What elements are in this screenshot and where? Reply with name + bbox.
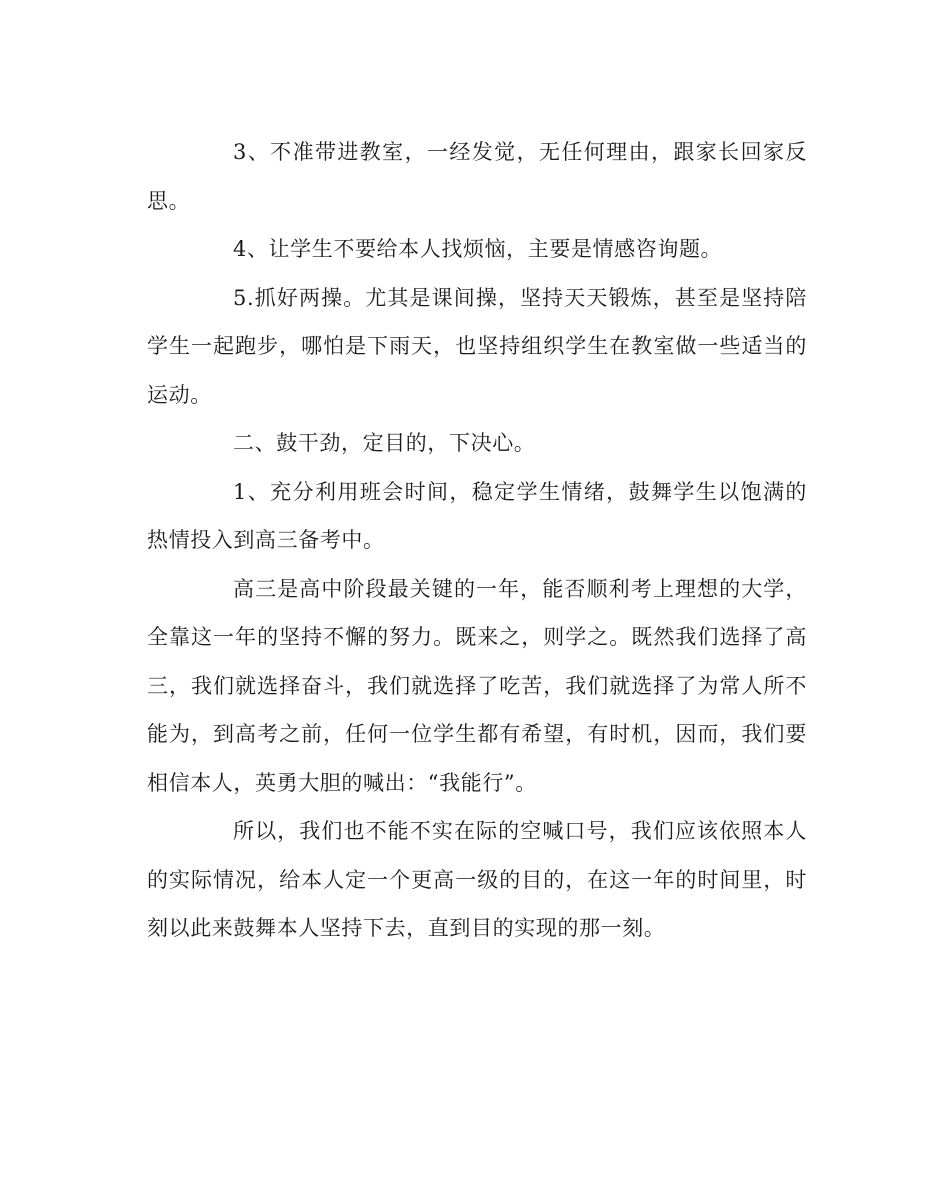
paragraph-rule-4: 4、让学生不要给本人找烦恼，主要是情感咨询题。 — [233, 237, 723, 261]
paragraph-goals: 所以，我们也不能不实在际的空喊口号，我们应该依照本人的实际情况，给本人定一个更高一级的目的，在这一年的时间里，时刻以此来鼓舞本人坚持下去，直到目的实现的那一刻。 — [147, 819, 807, 940]
paragraph-senior-year: 高三是高中阶段最关键的一年，能否顺利考上理想的大学，全靠这一年的坚持不懈的努力。既来之，则学之。既然我们选择了高三，我们就选择奋斗，我们就选择了吃苦，我们就选择了为常人所不能为，到高考之前，任何一位学生都有希望，有时机，因而，我们要相信本人，英勇大胆的喊出：“我能行”。 — [147, 576, 807, 795]
section-heading-2: 二、鼓干劲，定目的，下决心。 — [233, 431, 536, 455]
document-body — [147, 128, 807, 953]
paragraph-item-1: 1、充分利用班会时间，稳定学生情绪，鼓舞学生以饱满的热情投入到高三备考中。 — [147, 479, 807, 552]
paragraph-rule-5: 5.抓好两操。尤其是课间操，坚持天天锻炼，甚至是坚持陪学生一起跑步，哪怕是下雨天，也坚持组织学生在教室做一些适当的运动。 — [147, 285, 807, 407]
paragraph-rule-3: 3、不准带进教室，一经发觉，无任何理由，跟家长回家反思。 — [147, 140, 807, 213]
